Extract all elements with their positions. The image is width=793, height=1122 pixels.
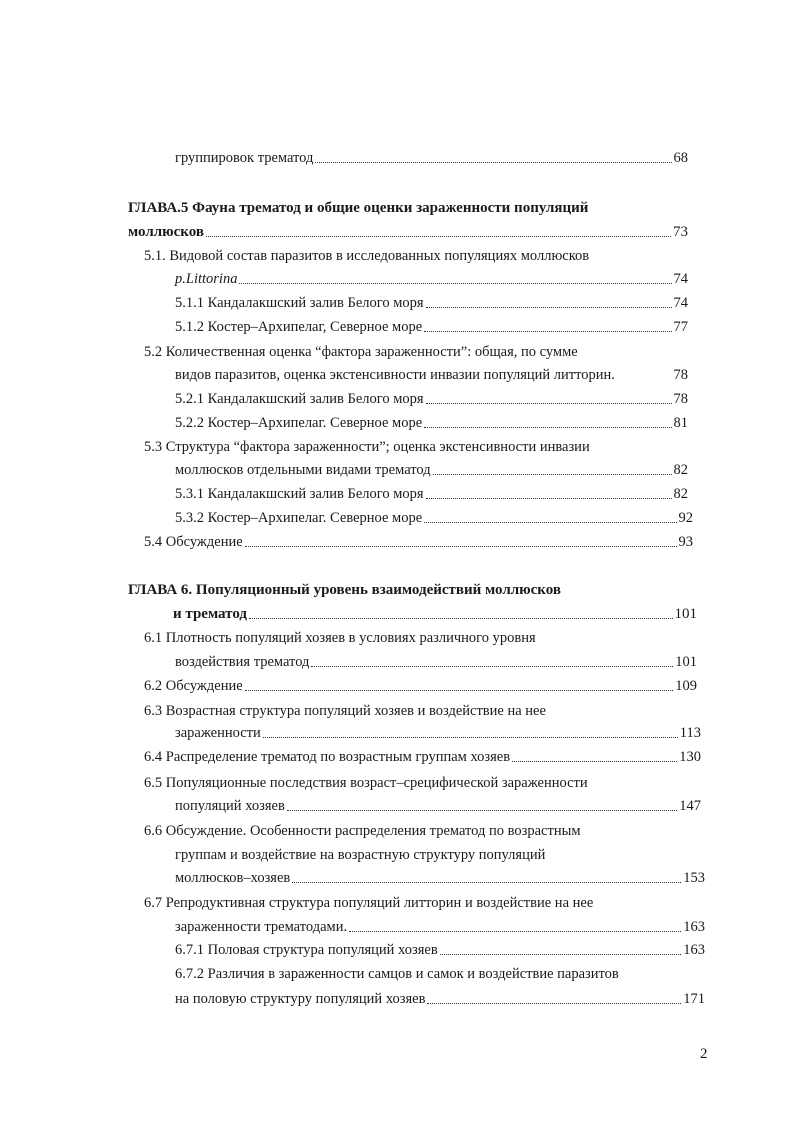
dot-leader xyxy=(424,427,671,428)
toc-entry-text: 6.7.1 Половая структура популяций хозяев xyxy=(175,942,438,958)
toc-page-number: 163 xyxy=(683,919,705,935)
toc-entry-text: 5.2.1 Кандалакшский залив Белого моря xyxy=(175,391,424,407)
toc-page-number: 147 xyxy=(679,798,701,814)
section-6-6-title: 6.6 Обсуждение. Особенности распределения трематод по возрастным xyxy=(144,823,581,839)
section-5-3-2-entry xyxy=(175,507,693,529)
dot-leader xyxy=(311,666,673,667)
toc-entry-text: популяций хозяев xyxy=(175,798,285,814)
toc-entry-text: и трематод xyxy=(173,606,247,622)
section-6-6-title-line2: группам и воздействие на возрастную структуру популяций xyxy=(175,847,546,863)
dot-leader xyxy=(349,931,681,932)
section-5-2-entry xyxy=(175,364,688,386)
toc-page-number: 77 xyxy=(673,319,688,335)
toc-entry-text: видов паразитов, оценка экстенсивности инвазии популяций литторин. xyxy=(175,367,615,383)
dot-leader xyxy=(424,522,676,523)
toc-page-number: 109 xyxy=(675,678,697,694)
section-5-1-2-entry xyxy=(175,316,688,338)
chapter-6-entry xyxy=(173,603,697,625)
section-5-2-1-entry xyxy=(175,388,688,410)
chapter-6-title: ГЛАВА 6. Популяционный уровень взаимодействий моллюсков xyxy=(128,582,561,598)
dot-leader xyxy=(426,403,672,404)
section-5-1-entry xyxy=(175,268,688,290)
toc-page-number: 101 xyxy=(675,654,697,670)
chapter-5-entry xyxy=(128,221,688,243)
dot-leader xyxy=(245,690,674,691)
toc-page-number: 171 xyxy=(683,991,705,1007)
section-6-3-title: 6.3 Возрастная структура популяций хозяев и воздействие на нее xyxy=(144,703,546,719)
section-5-3-1-entry xyxy=(175,483,688,505)
dot-leader xyxy=(287,810,677,811)
section-6-3-entry xyxy=(175,722,701,744)
section-6-7-title: 6.7 Репродуктивная структура популяций литторин и воздействие на нее xyxy=(144,895,594,911)
section-6-1-entry xyxy=(175,651,697,673)
toc-page-number: 163 xyxy=(683,942,705,958)
toc-page-number: 74 xyxy=(673,271,688,287)
dot-leader xyxy=(249,618,673,619)
dot-leader xyxy=(424,331,671,332)
section-5-2-title: 5.2 Количественная оценка “фактора зараженности”: общая, по сумме xyxy=(144,344,578,360)
toc-entry-text: 6.2 Обсуждение xyxy=(144,678,243,694)
chapter-5-title: ГЛАВА.5 Фауна трематод и общие оценки зараженности популяций xyxy=(128,200,589,216)
section-6-6-entry xyxy=(175,867,705,889)
toc-page-number: 153 xyxy=(683,870,705,886)
section-6-4-entry xyxy=(144,746,701,768)
section-5-1-title: 5.1. Видовой состав паразитов в исследованных популяциях моллюсков xyxy=(144,248,590,264)
section-6-5-entry xyxy=(175,795,701,817)
toc-entry-text: группировок трематод xyxy=(175,150,314,166)
toc-entry-text: зараженности xyxy=(175,725,261,741)
dot-leader xyxy=(206,236,671,237)
dot-leader xyxy=(426,307,672,308)
toc-page-number: 101 xyxy=(674,606,697,622)
dot-leader xyxy=(433,474,672,475)
toc-page-number: 82 xyxy=(673,486,688,502)
section-5-3-entry xyxy=(175,459,688,481)
dot-leader xyxy=(315,162,671,163)
dot-leader xyxy=(440,954,682,955)
toc-page-number: 92 xyxy=(678,510,693,526)
toc-page-number: 74 xyxy=(673,295,688,311)
page-number: 2 xyxy=(700,1046,708,1062)
toc-entry-text: зараженности трематодами. xyxy=(175,919,348,935)
toc-entry-text: 5.3.1 Кандалакшский залив Белого моря xyxy=(175,486,424,502)
toc-page-number: 82 xyxy=(673,462,688,478)
section-6-7-1-entry xyxy=(175,939,705,961)
section-6-2-entry xyxy=(144,675,697,697)
toc-page-number: 73 xyxy=(673,224,688,240)
section-6-7-entry xyxy=(175,916,705,938)
toc-page-number: 78 xyxy=(673,391,688,407)
toc-page-number: 113 xyxy=(679,725,701,741)
section-6-7-2-title: 6.7.2 Различия в зараженности самцов и самок и воздействие паразитов xyxy=(175,966,619,982)
section-6-1-title: 6.1 Плотность популяций хозяев в условиях различного уровня xyxy=(144,630,536,646)
dot-leader xyxy=(245,546,677,547)
section-5-3-title: 5.3 Структура “фактора зараженности”; оценка экстенсивности инвазии xyxy=(144,439,590,455)
toc-entry-text: 5.4 Обсуждение xyxy=(144,534,243,550)
toc-entry xyxy=(175,147,688,169)
toc-entry-text: воздействия трематод xyxy=(175,654,310,670)
toc-page-number: 93 xyxy=(678,534,693,550)
toc-entry-text: 6.4 Распределение трематод по возрастным группам хозяев xyxy=(144,749,511,765)
toc-entry-text: 5.1.2 Костер–Архипелаг, Северное море xyxy=(175,319,423,335)
toc-entry-text: моллюсков отдельными видами трематод xyxy=(175,462,431,478)
section-5-4-entry xyxy=(144,531,693,553)
toc-entry-text: 5.3.2 Костер–Архипелаг. Северное море xyxy=(175,510,423,526)
toc-entry-text: моллюсков xyxy=(128,224,204,240)
toc-entry-text: 5.2.2 Костер–Архипелаг. Северное море xyxy=(175,415,423,431)
dot-leader xyxy=(239,283,671,284)
toc-entry-text: p.Littorina xyxy=(175,271,238,287)
dot-leader xyxy=(427,1003,681,1004)
section-6-5-title: 6.5 Популяционные последствия возраст–срецифической зараженности xyxy=(144,775,588,791)
toc-page-number: 130 xyxy=(679,749,701,765)
dot-leader xyxy=(263,737,678,738)
toc-entry-text: моллюсков–хозяев xyxy=(175,870,291,886)
toc-page-number: 68 xyxy=(673,150,688,166)
toc-entry-text: 5.1.1 Кандалакшский залив Белого моря xyxy=(175,295,424,311)
toc-page-number: 81 xyxy=(673,415,688,431)
dot-leader xyxy=(512,761,677,762)
section-5-2-2-entry xyxy=(175,412,688,434)
toc-entry-text: на половую структуру популяций хозяев xyxy=(175,991,426,1007)
section-5-1-1-entry xyxy=(175,292,688,314)
dot-leader xyxy=(426,498,672,499)
section-6-7-2-entry xyxy=(175,988,705,1010)
toc-page-number: 78 xyxy=(673,367,688,383)
dot-leader xyxy=(292,882,681,883)
